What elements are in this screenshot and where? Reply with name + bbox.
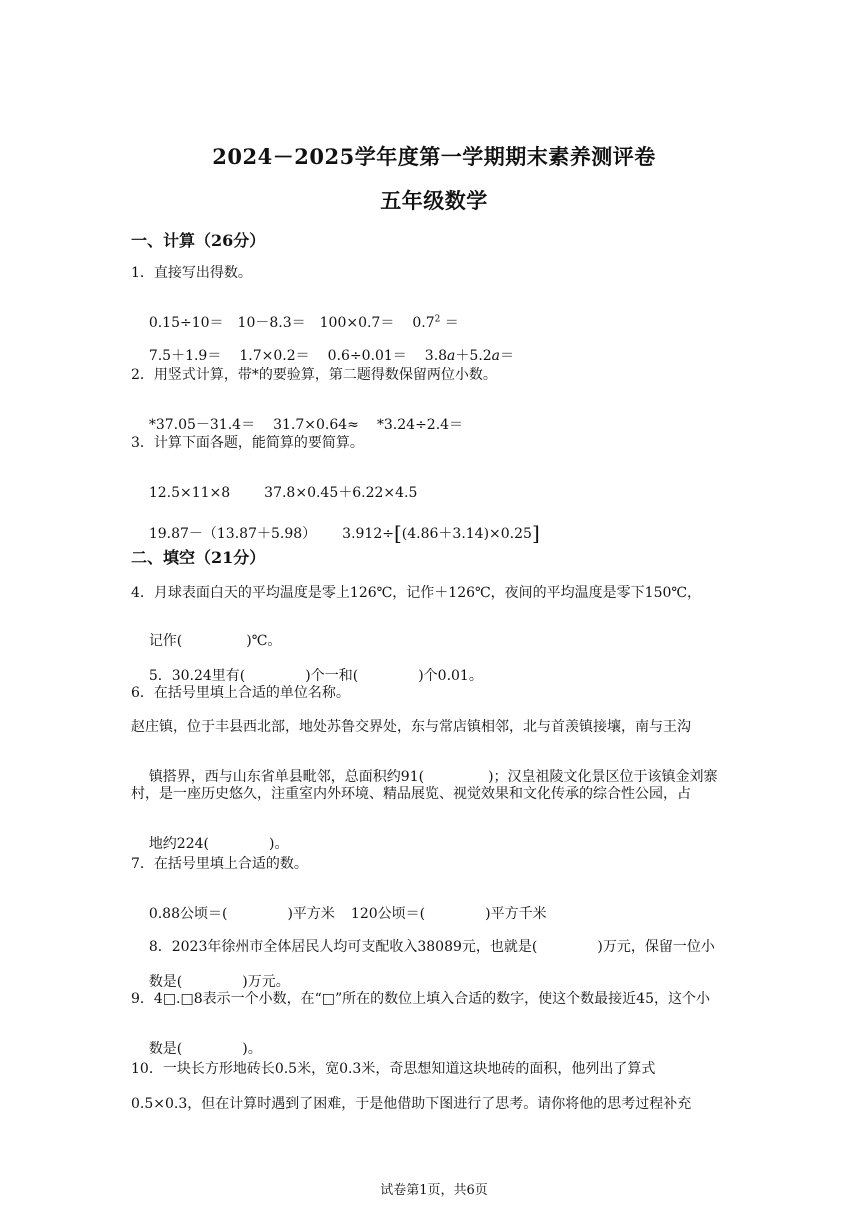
question-2-prompt: 2．用竖式计算，带*的要验算，第二题得数保留两位小数。 xyxy=(131,367,497,383)
question-10-line-2: 0.5×0.3，但在计算时遇到了困难，于是他借助下图进行了思考。请你将他的思考过程补充 xyxy=(131,1096,692,1112)
question-6-prompt: 6．在括号里填上合适的单位名称。 xyxy=(131,685,350,701)
text: 5．30.24里有( xyxy=(148,668,246,684)
question-6-line-3: 村，是一座历史悠久，注重室内外环境、精品展览、视觉效果和文化传承的综合性公园，占 xyxy=(131,786,691,802)
expr: 1.7×0.2＝ xyxy=(239,348,310,364)
expr: 0.7 xyxy=(412,315,435,331)
expr: 7.5＋1.9＝ xyxy=(148,348,222,364)
text: )个一和( xyxy=(305,668,359,684)
expr: 100×0.7＝ xyxy=(319,315,395,331)
section-heading-fill-in: 二、填空（21分） xyxy=(131,548,266,567)
expr: (4.86＋3.14)×0.25 xyxy=(401,526,532,542)
expr: 0.15÷10＝ xyxy=(148,315,224,331)
expr: 12.5×11×8 xyxy=(148,485,231,501)
expr: 0.6÷0.01＝ xyxy=(327,348,407,364)
text: )平方千米 xyxy=(485,906,547,922)
text: 数是( xyxy=(148,974,183,990)
question-10-line-1: 10．一块长方形地砖长0.5米，宽0.3米，奇思想知道这块地砖的面积，他列出了算式 xyxy=(131,1061,656,1077)
text: )。 xyxy=(269,836,289,852)
exam-title: 2024－2025学年度第一学期期末素养测评卷 xyxy=(212,144,656,169)
text: )万元。 xyxy=(242,974,290,990)
expr: *3.24÷2.4＝ xyxy=(376,417,464,433)
expr: 3.8 xyxy=(424,348,448,364)
text: )平方米 xyxy=(287,906,335,922)
text: 地约224( xyxy=(148,836,209,852)
text: 镇搭界，西与山东省单县毗邻，总面积约91( xyxy=(148,769,425,785)
variable: a xyxy=(491,348,501,364)
bracket: [ xyxy=(393,521,402,545)
expr: *37.05－31.4＝ xyxy=(148,417,256,433)
exponent: 2 xyxy=(434,314,441,325)
text: 数是( xyxy=(148,1041,183,1057)
bracket: ] xyxy=(531,521,540,545)
page-footer: 试卷第1页，共6页 xyxy=(380,1183,488,1198)
text: )；汉皇祖陵文化景区位于该镇金刘寨 xyxy=(488,769,718,785)
question-7-prompt: 7．在括号里填上合适的数。 xyxy=(131,856,308,872)
expr: ＋5.2 xyxy=(455,348,492,364)
section-heading-calculation: 一、计算（26分） xyxy=(131,231,266,250)
text: 120公顷＝( xyxy=(350,906,426,922)
expr: 19.87－（13.87＋5.98） xyxy=(148,526,317,542)
text: 记作( xyxy=(148,633,183,649)
expr: 3.912÷ xyxy=(342,526,394,542)
question-1-prompt: 1．直接写出得数。 xyxy=(131,265,252,281)
exam-subtitle: 五年级数学 xyxy=(380,188,488,213)
text: )℃。 xyxy=(246,633,282,649)
expr: 31.7×0.64≈ xyxy=(273,417,359,433)
expr: 37.8×0.45＋6.22×4.5 xyxy=(264,485,418,501)
expr: ＝ xyxy=(440,315,459,331)
variable: a xyxy=(447,348,456,364)
text: )个0.01。 xyxy=(418,668,483,684)
question-6-line-1: 赵庄镇，位于丰县西北部，地处苏鲁交界处，东与常店镇相邻，北与首羡镇接壤，南与王沟 xyxy=(131,719,691,735)
expr: 10－8.3＝ xyxy=(237,315,306,331)
text: 0.88公顷＝( xyxy=(148,906,228,922)
question-3-prompt: 3．计算下面各题，能简算的要简算。 xyxy=(131,435,364,451)
text: )。 xyxy=(242,1041,262,1057)
expr: ＝ xyxy=(500,348,515,364)
question-4-line-1: 4．月球表面白天的平均温度是零上126℃，记作＋126℃，夜间的平均温度是零下150℃， xyxy=(131,585,702,601)
text: 8．2023年徐州市全体居民人均可支配收入38089元，也就是( xyxy=(148,939,538,955)
question-9-line-1: 9．4□.□8表示一个小数，在“□”所在的数位上填入合适的数字，使这个数最接近45，这个小 xyxy=(131,991,710,1007)
text: )万元，保留一位小 xyxy=(597,939,715,955)
